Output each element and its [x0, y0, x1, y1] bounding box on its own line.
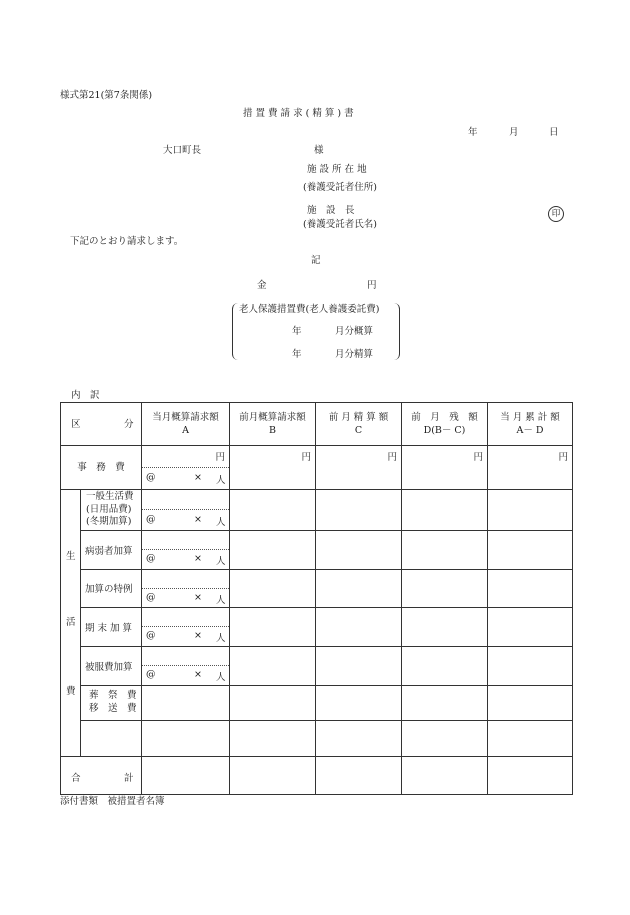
row-hifuku-a: [142, 647, 230, 686]
document-title: 措 置 費 請 求 ( 精 算 ) 書: [243, 108, 354, 119]
header-col-a-label: 当月概算請求額: [152, 412, 219, 423]
row-jimuhi-a: [142, 446, 230, 490]
date-year-label: 年: [468, 127, 478, 138]
header-kubun-1: 区: [71, 419, 81, 430]
header-col-d-sub: D(B－ C): [423, 425, 466, 436]
kimatsu-times: ×: [194, 630, 202, 641]
kimatsu-person: 人: [216, 633, 226, 644]
header-col-a: [142, 403, 230, 446]
facility-head-label: 施 設 長: [307, 205, 355, 216]
row-byojaku-a: [142, 531, 230, 570]
byojaku-times: ×: [194, 553, 202, 564]
ippan-line1: 一般生活費: [86, 491, 134, 502]
jimuhi-times: ×: [194, 472, 202, 483]
row-tokurei-a: [142, 570, 230, 608]
seikatsu-char-1: 生: [66, 551, 76, 562]
header-col-e-label: 当 月 累 計 額: [500, 412, 560, 423]
header-col-b-label: 前月概算請求額: [239, 412, 306, 423]
form-number: 様式第21(第7条関係): [60, 90, 153, 101]
claim-title: 老人保護措置費(老人養護委託費): [238, 301, 380, 315]
facility-location-sub: (養護受託者住所): [303, 182, 377, 193]
date-day-label: 日: [549, 127, 559, 138]
row-kimatsu-label: 期 末 加 算: [81, 608, 142, 647]
header-col-b-sub: B: [269, 425, 276, 436]
claim-line1-year: 年: [292, 326, 302, 337]
ippan-line2: (日用品費): [86, 503, 132, 515]
seikatsu-char-3: 費: [66, 686, 76, 697]
header-kubun-2: 分: [124, 419, 134, 430]
row-ippan-a: [142, 490, 230, 531]
row-blank-label: [81, 721, 142, 757]
ippan-person: 人: [216, 517, 226, 528]
row-jimuhi-c: 円: [316, 446, 402, 490]
jimuhi-at: @: [146, 472, 156, 483]
ippan-at: @: [146, 514, 156, 525]
header-col-a-sub: A: [182, 425, 189, 436]
byojaku-at: @: [146, 553, 156, 564]
breakdown-table: [60, 402, 573, 795]
jimuhi-person: 人: [216, 475, 226, 486]
header-col-e: [488, 403, 573, 446]
seal-mark: 印: [548, 206, 564, 222]
tokurei-at: @: [146, 592, 156, 603]
ippan-line3: (冬期加算): [86, 516, 132, 527]
claim-line1-text: 月分概算: [335, 326, 374, 337]
attachment-note: 添付書類 被措置者名簿: [60, 796, 165, 807]
seikatsu-char-2: 活: [66, 617, 76, 628]
addressee-name: 大口町長: [163, 145, 202, 156]
amount-unit: 円: [367, 280, 377, 291]
ki-label: 記: [311, 255, 321, 266]
kimatsu-at: @: [146, 630, 156, 641]
row-tokurei-label: 加算の特例: [81, 570, 142, 608]
header-col-b: [230, 403, 316, 446]
total-char-2: 計: [124, 773, 134, 784]
facility-head-sub: (養護受託者氏名): [303, 219, 377, 230]
row-jimuhi-label: 事 務 費: [61, 446, 142, 490]
row-kimatsu-a: [142, 608, 230, 647]
row-hifuku-label: 被服費加算: [81, 647, 142, 686]
row-jimuhi-d: 円: [402, 446, 488, 490]
jimuhi-yen: 円: [215, 452, 225, 463]
header-col-e-sub: A－ D: [516, 425, 544, 436]
claim-bracket-sides: [232, 313, 400, 350]
row-ippan-label: [81, 490, 142, 531]
tokurei-times: ×: [194, 592, 202, 603]
tokurei-person: 人: [216, 595, 226, 606]
ippan-times: ×: [194, 514, 202, 525]
row-jimuhi-e: 円: [488, 446, 573, 490]
date-month-label: 月: [509, 127, 519, 138]
addressee-honorific: 様: [314, 145, 324, 156]
intro-text: 下記のとおり請求します。: [70, 236, 184, 247]
hifuku-at: @: [146, 669, 156, 680]
facility-location-label: 施 設 所 在 地: [307, 164, 367, 175]
header-col-d-label: 前 月 残 額: [411, 412, 478, 423]
header-col-c-label: 前 月 精 算 額: [328, 412, 389, 423]
hifuku-times: ×: [194, 669, 202, 680]
header-col-c-sub: C: [354, 425, 363, 436]
breakdown-label: 内 訳: [71, 390, 100, 401]
header-kubun: [61, 403, 142, 446]
seikatsu-label: [61, 490, 81, 757]
byojaku-person: 人: [216, 556, 226, 567]
claim-line2-text: 月分精算: [335, 349, 374, 360]
total-char-1: 合: [71, 773, 81, 784]
amount-label: 金: [257, 280, 267, 291]
claim-bracket-bottom: [232, 350, 400, 360]
sosai-line1: 葬 祭 費: [89, 690, 137, 701]
row-total-label: [61, 757, 142, 795]
jimuhi-unit-line: [142, 467, 229, 489]
header-col-c: [316, 403, 402, 446]
row-sosai-label: [81, 686, 142, 721]
claim-line2-year: 年: [292, 349, 302, 360]
header-col-d: [402, 403, 488, 446]
row-jimuhi-b: 円: [230, 446, 316, 490]
hifuku-person: 人: [216, 672, 226, 683]
row-byojaku-label: 病弱者加算: [81, 531, 142, 570]
sosai-line2: 移 送 費: [89, 703, 137, 714]
